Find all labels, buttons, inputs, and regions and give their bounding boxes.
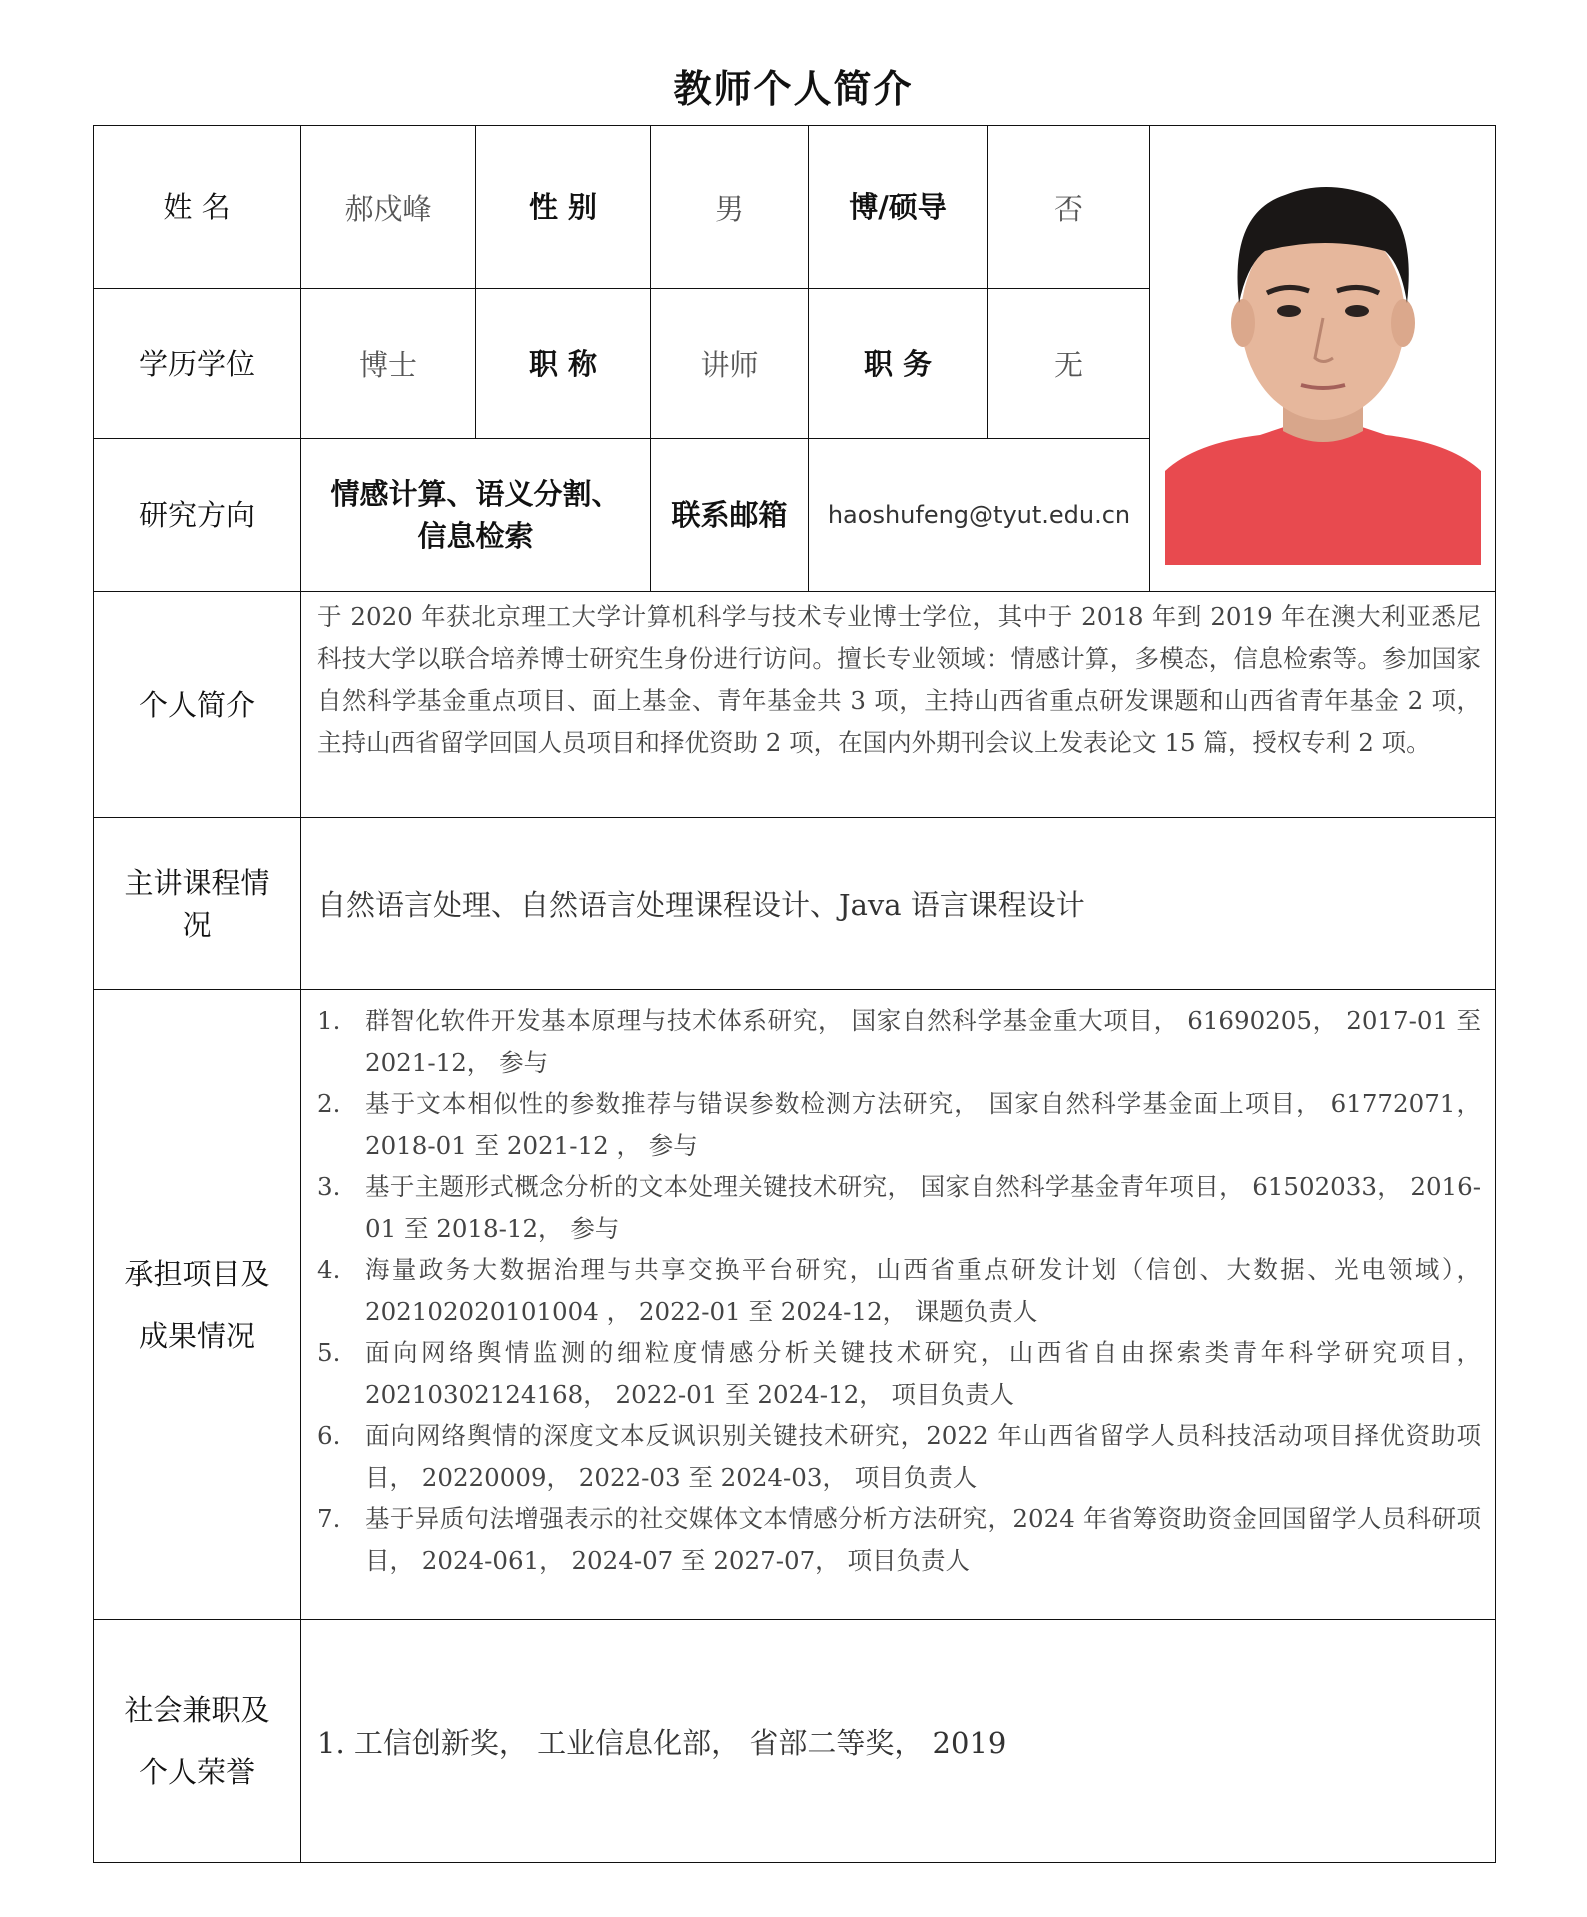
courses-text: 自然语言处理、自然语言处理课程设计、Java 语言课程设计 <box>301 818 1496 990</box>
project-text: 基于异质句法增强表示的社交媒体文本情感分析方法研究，2024 年省筹资助资金回国留学人员科研项目， 2024-061， 2024-07 至 2027-07， 项目负责人 <box>365 1504 1481 1575</box>
row-bio <box>94 592 1496 818</box>
gender-label: 性 别 <box>476 126 651 289</box>
bio-label: 个人简介 <box>94 592 301 818</box>
email-label: 联系邮箱 <box>651 439 809 592</box>
position-label: 职 务 <box>809 289 988 439</box>
project-item <box>317 1415 1481 1498</box>
project-number: 5. <box>317 1338 341 1367</box>
project-item <box>317 1000 1481 1083</box>
courses-label-line2: 况 <box>182 907 212 942</box>
project-item <box>317 1166 1481 1249</box>
title-value: 讲师 <box>651 289 809 439</box>
project-text: 面向网络舆情监测的细粒度情感分析关键技术研究，山西省自由探索类青年科学研究项目， 20210302124168， 2022-01 至 2024-12， 项目负责人 <box>365 1338 1481 1409</box>
project-text: 基于文本相似性的参数推荐与错误参数检测方法研究， 国家自然科学基金面上项目， 61772071， 2018-01 至 2021-12 ， 参与 <box>365 1089 1481 1160</box>
projects-label-line1: 承担项目及 <box>124 1256 270 1291</box>
photo-right-eye <box>1345 305 1369 317</box>
row-honors <box>94 1620 1496 1863</box>
title-label: 职 称 <box>476 289 651 439</box>
research-value <box>301 439 651 592</box>
portrait-photo <box>1165 153 1481 565</box>
row-basic-info <box>94 126 1496 289</box>
courses-label <box>94 818 301 990</box>
projects-list <box>317 1000 1481 1581</box>
projects-label <box>94 990 301 1620</box>
supervisor-label: 博/硕导 <box>809 126 988 289</box>
name-label: 姓 名 <box>94 126 301 289</box>
research-value-line1: 情感计算、语义分割、 <box>330 477 621 511</box>
project-item <box>317 1332 1481 1415</box>
page-title: 教师个人简介 <box>673 67 914 111</box>
project-text: 海量政务大数据治理与共享交换平台研究，山西省重点研发计划（信创、大数据、光电领域）， 202102020101004 ， 2022-01 至 2024-12， 课题负责人 <box>365 1255 1481 1326</box>
honors-label-line1: 社会兼职及 <box>124 1693 270 1727</box>
row-courses <box>94 818 1496 990</box>
project-number: 7. <box>317 1504 341 1533</box>
degree-label: 学历学位 <box>94 289 301 439</box>
profile-table <box>93 125 1496 1863</box>
project-item <box>317 1249 1481 1332</box>
honors-label-line2: 个人荣誉 <box>138 1755 255 1789</box>
position-value: 无 <box>988 289 1150 439</box>
honors-text: 1. 工信创新奖， 工业信息化部， 省部二等奖， 2019 <box>301 1620 1496 1863</box>
photo-right-ear <box>1391 299 1415 347</box>
name-value: 郝戍峰 <box>301 126 476 289</box>
projects-label-line2: 成果情况 <box>138 1318 255 1353</box>
row-projects <box>94 990 1496 1620</box>
project-text: 面向网络舆情的深度文本反讽识别关键技术研究，2022 年山西省留学人员科技活动项目择优资助项目， 20220009， 2022-03 至 2024-03， 项目负责人 <box>365 1421 1481 1492</box>
supervisor-value: 否 <box>988 126 1150 289</box>
honors-label <box>94 1620 301 1863</box>
courses-label-line1: 主讲课程情 <box>124 865 270 900</box>
project-text: 群智化软件开发基本原理与技术体系研究， 国家自然科学基金重大项目， 61690205， 2017-01 至 2021-12， 参与 <box>365 1006 1481 1077</box>
project-number: 3. <box>317 1172 341 1201</box>
degree-value: 博士 <box>301 289 476 439</box>
project-item <box>317 1083 1481 1166</box>
project-item <box>317 1498 1481 1581</box>
project-text: 基于主题形式概念分析的文本处理关键技术研究， 国家自然科学基金青年项目， 61502033， 2016-01 至 2018-12， 参与 <box>365 1172 1481 1243</box>
photo-left-ear <box>1231 299 1255 347</box>
project-number: 6. <box>317 1421 341 1450</box>
project-number: 2. <box>317 1089 341 1118</box>
projects-cell <box>301 990 1496 1620</box>
research-label: 研究方向 <box>94 439 301 592</box>
project-number: 4. <box>317 1255 341 1284</box>
photo-shirt <box>1165 425 1481 565</box>
project-number: 1. <box>317 1006 341 1035</box>
bio-text: 于 2020 年获北京理工大学计算机科学与技术专业博士学位，其中于 2018 年到 2019 年在澳大利亚悉尼科技大学以联合培养博士研究生身份进行访问。擅长专业领域：情感计算，多模态，信息检索等。参加国家自然科学基金重点项目、面上基金、青年基金共 3 项，主持山西省重点研发课题和山西省青年基金 2 项，主持山西省留学回国人员项目和择优资助 2 项，在国内外期刊会议上发表论文 15 篇，授权专利 2 项。 <box>301 592 1496 818</box>
email-value: haoshufeng@tyut.edu.cn <box>809 439 1150 592</box>
photo-left-eye <box>1277 305 1301 317</box>
gender-value: 男 <box>651 126 809 289</box>
research-value-line2: 信息检索 <box>417 519 534 553</box>
photo-cell <box>1150 126 1496 592</box>
